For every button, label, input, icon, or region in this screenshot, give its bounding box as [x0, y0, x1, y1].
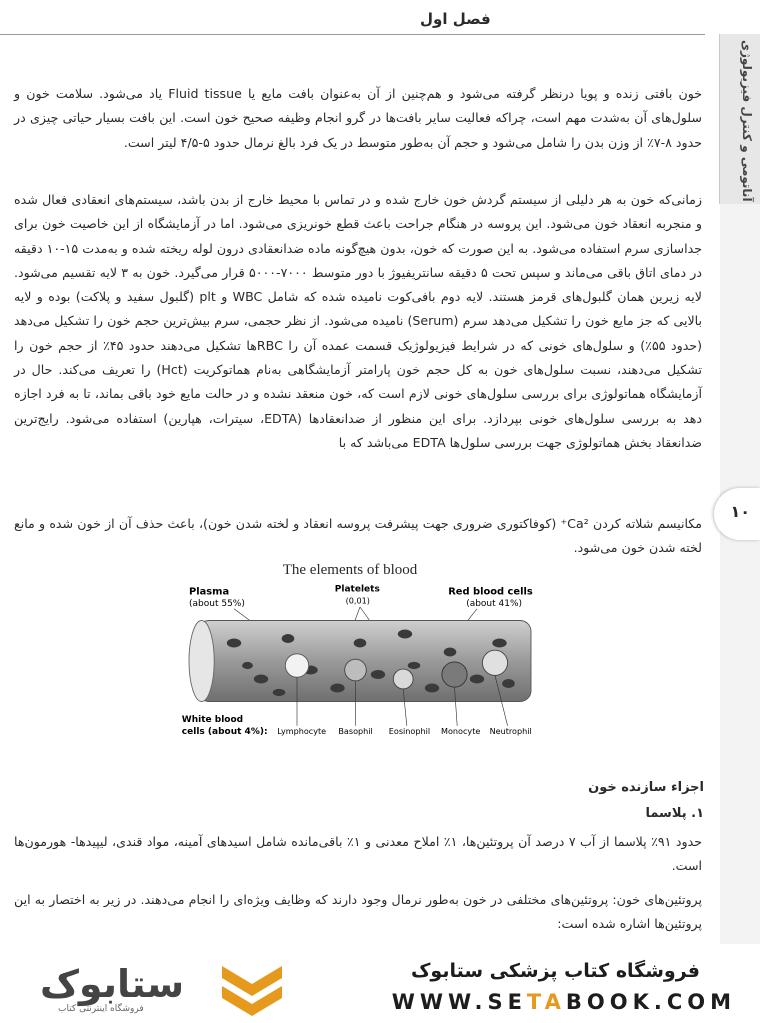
tube-opening [189, 621, 214, 702]
neutrophil-label: Neutrophil [489, 725, 532, 736]
header-rule [0, 34, 705, 35]
section-heading: اجزاء سازنده خون [588, 780, 704, 795]
logo-chevron-icon [222, 966, 282, 1016]
page-number: ۱۰ [730, 502, 750, 521]
url-part-3: BOOK.COM [565, 990, 736, 1014]
basophil-label: Basophil [338, 725, 373, 736]
eosinophil-label: Eosinophil [388, 725, 431, 736]
paragraph-2: زمانی‌که خون به هر دلیلی از سیستم گردش خون خارج شده و در تماس با محیط خارج از بدن باشد، سیستم‌های انعقادی فعال شده و منجربه انعقاد خون می‌شود. این پروسه در هنگام جراحت باعث قطع خونریزی می‌شود. اما در آزمایشگاه از این خاصیت خون برای جداسازی سرم استفاده می‌شود. به این صورت که خون، بدون هیچ‌گونه ماده ضدانعقادی درون لوله ریخته شده و به‌مدت ۱۵-۱۰ دقیقه در دمای اتاق باقی می‌ماند و سپس تحت ۵ دقیقه سانتریفیوژ با دور متوسط ۷۰۰۰-۵۰۰۰ قرار می‌گیرد. خون به ۳ لایه تقسیم می‌شود. لایه زیرین همان گلبول‌های قرمز هستند. لایه دوم بافی‌کوت نامیده شده که شامل WBC و plt (گلبول سفید و پلاکت) بوده و لایه بالایی که جز مایع خون را تشکیل می‌دهد سرم (Serum) نامیده می‌شود. از نظر حجمی، سرم بیش‌ترین حجم خون را تشکیل می‌دهد (حدود ۵۵٪) و سلول‌های خونی که در شرایط فیزیولوژیک قسمت عمده آن را RBCها تشکیل می‌دهند حدود ۴۵٪ از حجم خون را تشکیل می‌دهند، نسبت سلول‌های خون به کل حجم خون پارامتر آزمایشگاهی به‌نام هماتوکریت (Hct) را تعریف می‌کند. حال در آزمایشگاه هماتولوژی برای بررسی سلول‌های خونی لازم است که، خون منعقد نشده و در حالت مایع خود باقی بماند، تا به فرد اجازه دهد به بررسی سلول‌های خونی بپردازد. برای این منظور از ضدانعقادها (EDTA، سیترات، هپارین) استفاده می‌شود. رایج‌ترین ضدانعقاد بخش هماتولوژی جهت بررسی سلول‌ها EDTA می‌باشد که با [14, 192, 703, 450]
plasma-label: Plasma [189, 586, 230, 598]
wbc-label-line1: White blood [181, 715, 244, 726]
store-name: فروشگاه کتاب پزشکی ستابوک [410, 960, 700, 982]
figure-title: The elements of blood [282, 562, 418, 578]
platelets-label: Platelets [334, 584, 380, 595]
lymphocyte-label: Lymphocyte [277, 725, 327, 736]
url-part-2: TA [526, 990, 566, 1014]
logo-wordmark: ستابوک [40, 962, 185, 1006]
wbc-label-line2: cells (about 4%): [181, 726, 268, 737]
side-title: آناتومی و کنترل فیزیولوژی [740, 40, 754, 202]
rbc-label: Red blood cells [448, 586, 533, 598]
paragraph-1: خون بافتی زنده و پویا درنظر گرفته می‌شود و هم‌چنین از آن به‌عنوان بافت مایع یا Fluid tissue یاد می‌شود. سلامت خون و سلول‌های آن به‌شدت مهم است، چراکه فعالیت سایر بافت‌ها در گرو انجام وظیفه صحیح خون است. این بافت بسیار حیاتی چیزی در حدود ۸-۷٪ از وزن بدن را شامل می‌شود و حجم آن به‌طور متوسط در یک فرد بالغ نرمال حدود ۵-۴/۵ لیتر است. [14, 86, 702, 150]
side-tab-lower [720, 204, 760, 944]
subsection-heading: ۱. پلاسما [645, 806, 704, 821]
blood-elements-figure [160, 580, 560, 760]
store-url[interactable] [392, 990, 736, 1014]
chapter-title: فصل اول [420, 10, 491, 28]
paragraph-3: مکانیسم شلاته کردن Ca²⁺ (کوفاکتوری ضروری جهت پیشرفت پروسه انعقاد و لخته شدن خون)، باعث حذف آن از خون شده و مانع لخته شدن خون می‌شود. [14, 516, 702, 556]
plasma-percent: (about 55%) [189, 599, 245, 610]
monocyte-label: Monocyte [441, 725, 481, 736]
paragraph-5: پروتئین‌های خون: پروتئین‌های مختلفی در خون به‌طور نرمال وجود دارند که وظایف ویژه‌ای را انجام می‌دهند. در زیر به اختصار به این پروتئین‌ها اشاره شده است: [14, 892, 702, 932]
url-part-1: WWW.SE [391, 990, 527, 1014]
rbc-percent: (about 41%) [466, 599, 523, 610]
logo-subtitle: فروشگاه اینترنتی کتاب [58, 1004, 144, 1014]
paragraph-4: حدود ۹۱٪ پلاسما از آب ۷ درصد آن پروتئین‌ها، ۱٪ املاح معدنی و ۱٪ باقی‌مانده شامل اسیدهای آمینه، مواد قندی، لیپیدها- هورمون‌ها است. [14, 834, 703, 874]
platelets-percent: (0,01) [345, 595, 370, 606]
blood-tube [198, 621, 531, 702]
